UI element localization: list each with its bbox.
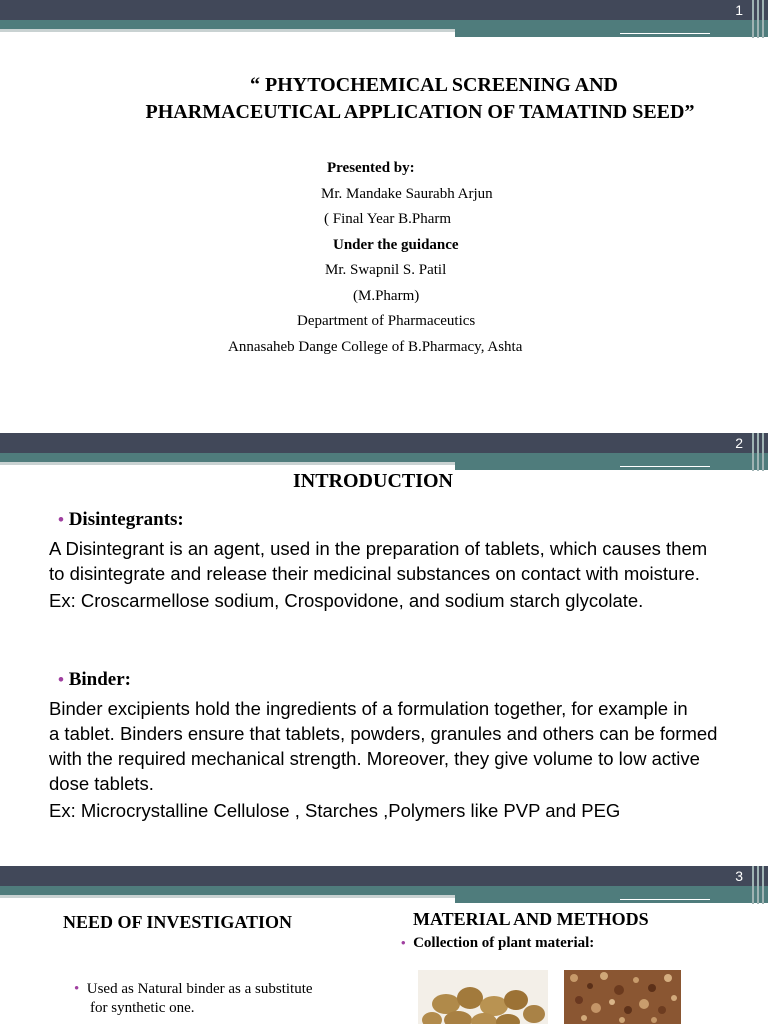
need-bullet [74, 980, 313, 1018]
title-line-2: PHARMACEUTICAL APPLICATION OF TAMATIND SEED” [145, 101, 695, 123]
binder-title-row [58, 669, 131, 691]
header-bar [0, 866, 768, 886]
text-line: a tablet. Binders ensure that tablets, powders, granules and others can be formed [49, 723, 718, 744]
header-accent [455, 462, 768, 470]
header-stripe [762, 0, 764, 38]
college: Annasaheb Dange College of B.Pharmacy, Ashta [228, 339, 523, 355]
header-stripe [757, 866, 759, 904]
bullet-icon: • [74, 981, 80, 997]
header-stripe [757, 433, 759, 471]
slide-heading-text: INTRODUCTION [292, 470, 454, 492]
slide-1 [0, 0, 768, 432]
collection-label: Collection of plant material: [413, 935, 595, 951]
presented-by-label: Presented by: [327, 160, 415, 176]
slide-heading [0, 470, 768, 493]
seed-powder-image [564, 970, 681, 1024]
guidance-label: Under the guidance [333, 237, 459, 253]
text-line: with the required mechanical strength. Moreover, they give volume to low active [49, 748, 700, 769]
text-line: Ex: Croscarmellose sodium, Crospovidone, and sodium starch glycolate. [49, 590, 644, 611]
text-line: dose tablets. [49, 773, 154, 794]
header-accent-line [620, 899, 710, 900]
slide-title [0, 72, 768, 126]
department: Department of Pharmaceutics [297, 313, 476, 329]
header-bar [0, 0, 768, 20]
powder-illustration [564, 970, 681, 1024]
header-accent-line [620, 33, 710, 34]
guide-name: Mr. Swapnil S. Patil [325, 262, 447, 278]
need-bullet-line-1: Used as Natural binder as a substitute [86, 981, 313, 997]
text-line: A Disintegrant is an agent, used in the preparation of tablets, which causes them [49, 538, 708, 559]
slide-number: 2 [735, 435, 743, 451]
header-stripe [762, 866, 764, 904]
disintegrants-title-row [58, 509, 184, 531]
header-teal-band [0, 20, 768, 29]
binder-body [49, 696, 717, 823]
header-bar [0, 433, 768, 453]
header-stripe [752, 866, 754, 904]
binder-title: Binder: [68, 669, 131, 690]
title-line-1: “ PHYTOCHEMICAL SCREENING AND [249, 74, 619, 96]
disintegrants-body [49, 536, 707, 613]
slide-2 [0, 433, 768, 865]
bullet-icon: • [58, 510, 64, 529]
slide-number: 3 [735, 868, 743, 884]
header-accent [455, 895, 768, 903]
slide-3 [0, 866, 768, 1024]
header-stripe [757, 0, 759, 38]
header-stripe [752, 0, 754, 38]
header-stripe [752, 433, 754, 471]
header-teal-band [0, 886, 768, 895]
slide-number: 1 [735, 2, 743, 18]
presenter-name: Mr. Mandake Saurabh Arjun [321, 186, 493, 202]
disintegrants-title: Disintegrants: [68, 509, 184, 530]
text-line: to disintegrate and release their medicinal substances on contact with moisture. [49, 563, 700, 584]
text-line: Binder excipients hold the ingredients of a formulation together, for example in [49, 698, 688, 719]
guide-degree: (M.Pharm) [353, 288, 420, 304]
bullet-icon: • [58, 670, 64, 689]
presenter-year: ( Final Year B.Pharm [324, 211, 452, 227]
collection-row [401, 935, 594, 952]
seeds-illustration [418, 970, 548, 1024]
tamarind-seeds-image [418, 970, 548, 1024]
methods-heading: MATERIAL AND METHODS [413, 909, 649, 929]
header-accent [455, 29, 768, 37]
need-bullet-line-2: for synthetic one. [90, 1000, 195, 1016]
bullet-icon: • [401, 935, 406, 950]
header-accent-line [620, 466, 710, 467]
header-stripe [762, 433, 764, 471]
need-heading: NEED OF INVESTIGATION [63, 912, 293, 932]
text-line: Ex: Microcrystalline Cellulose , Starches ,Polymers like PVP and PEG [49, 800, 621, 821]
header-teal-band [0, 453, 768, 462]
